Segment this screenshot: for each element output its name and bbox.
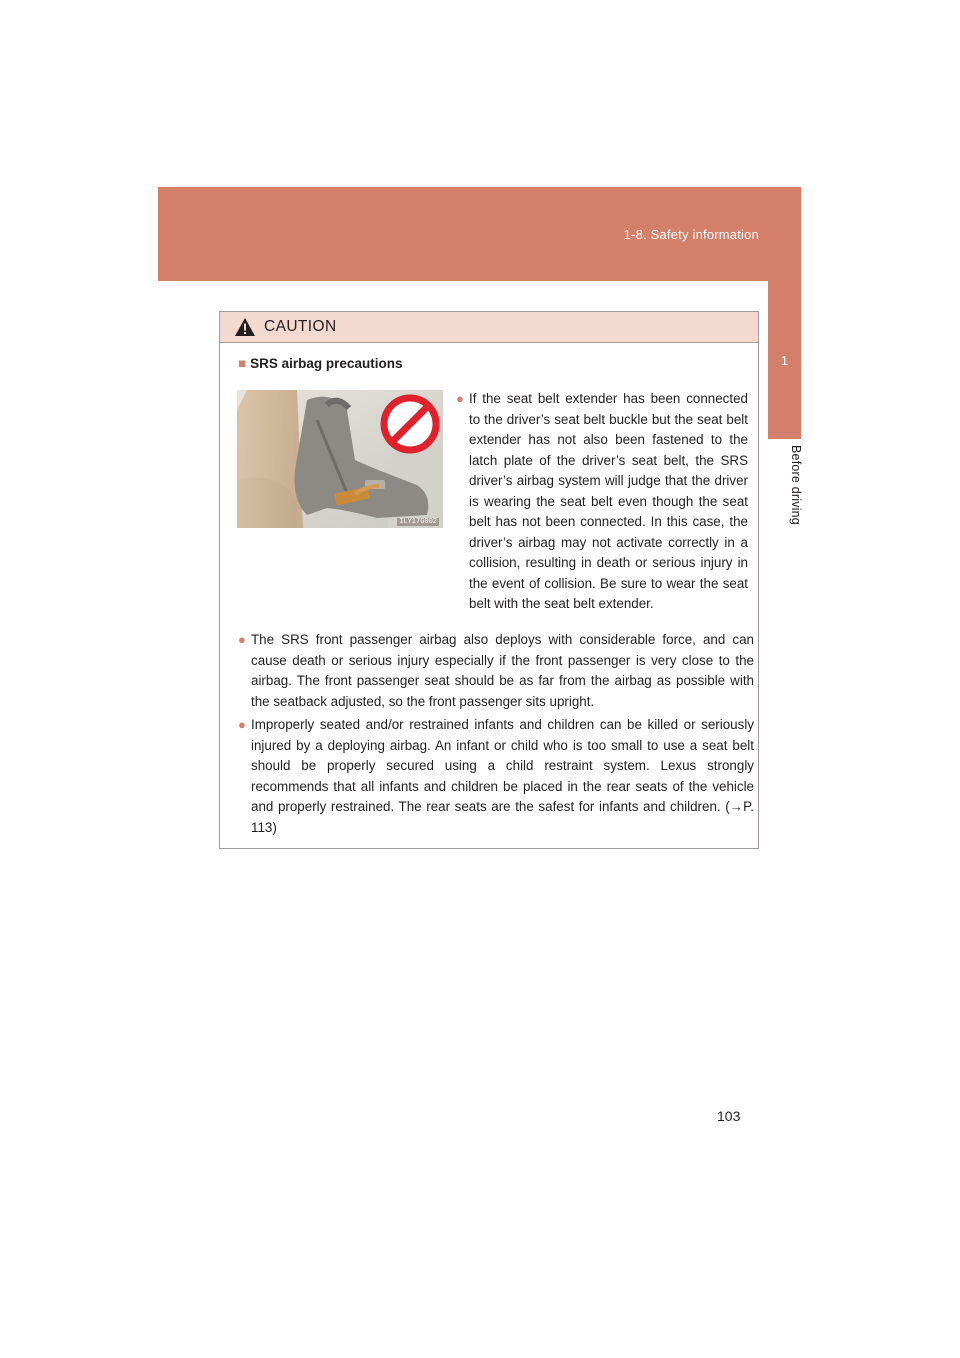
square-bullet-icon: ■: [238, 356, 247, 371]
bullet-dot-icon: ●: [238, 632, 246, 647]
caution-box: [219, 311, 759, 849]
subheading-text: SRS airbag precautions: [250, 356, 403, 371]
caution-header: [220, 312, 758, 343]
bullet-item: [238, 715, 754, 838]
bullet-dot-icon: ●: [238, 717, 246, 732]
caution-label: CAUTION: [264, 318, 337, 335]
warning-triangle-icon: [234, 317, 256, 337]
bullet-text: If the seat belt extender has been connected to the driver’s seat belt buckle but the seat belt extender has not also been fastened to the latch plate of the driver’s seat belt, the SRS driver’s airbag system will judge that the driver is wearing the seat belt even though the seat belt has not been connected. In this case, the driver’s airbag may not activate correctly in a collision, resulting in death or serious injury in the event of collision. Be sure to wear the seat belt with the seat belt extender.: [469, 391, 748, 611]
section-title: 1-8. Safety information: [623, 227, 759, 242]
page-number: 103: [717, 1108, 741, 1124]
chapter-number: 1: [780, 352, 789, 368]
subheading: [238, 356, 402, 371]
bullet-item: [456, 389, 748, 615]
bullet-text: Improperly seated and/or restrained infants and children can be killed or seriously injured by a deploying airbag. An infant or child who is too small to use a seat belt should be properly secured using a child restraint system. Lexus strongly recommends that all infants and children be placed in the rear seats of the vehicle and properly restrained. The rear seats are the safest for infants and children. (→P. 113): [251, 717, 754, 835]
illustration-code: ILY17G002: [399, 518, 437, 526]
seat-belt-extender-illustration: [237, 390, 443, 528]
chapter-label: Before driving: [789, 445, 803, 525]
header-band: [158, 187, 801, 281]
chapter-tab: [768, 281, 801, 439]
bullet-text: The SRS front passenger airbag also deploys with considerable force, and can cause death or serious injury especially if the front passenger is very close to the airbag. The front passenger seat should be as far from the airbag as possible with the seatback adjusted, so the front passenger sits upright.: [251, 632, 754, 709]
bullet-item: [238, 630, 754, 712]
bullet-dot-icon: ●: [456, 391, 464, 406]
illustration-drawing: [237, 390, 443, 528]
